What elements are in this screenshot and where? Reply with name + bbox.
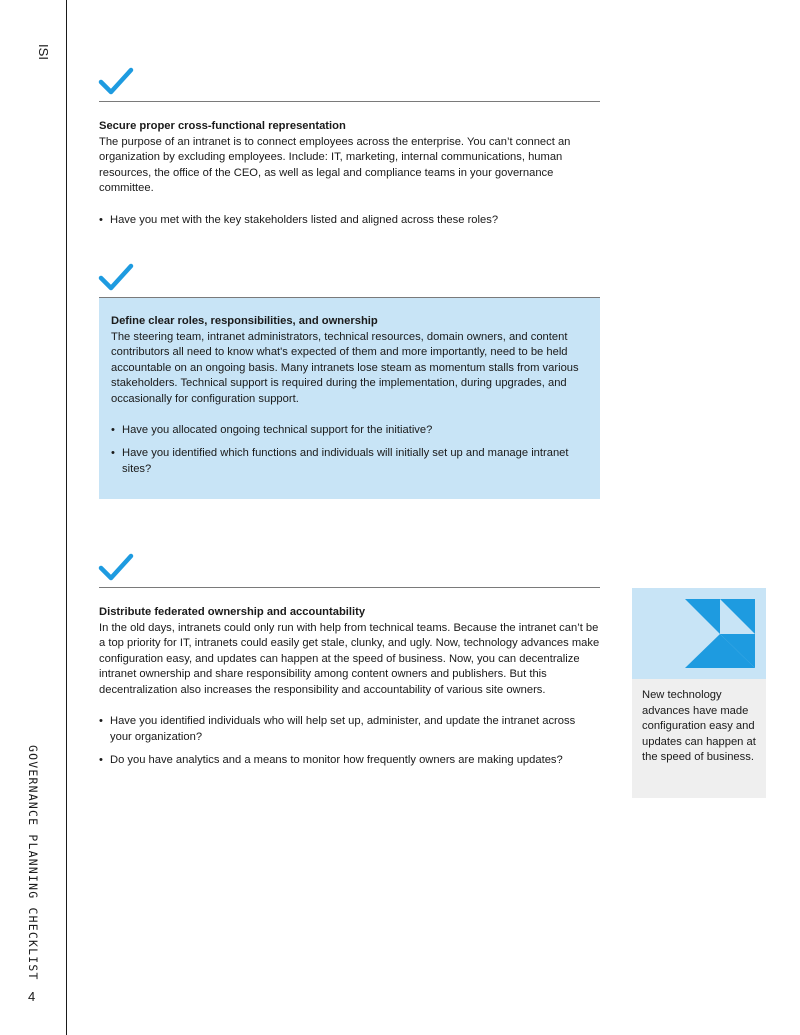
- section-body: The purpose of an intranet is to connect employees across the enterprise. You can’t connect an organization by excluding employees. Include: IT, marketing, internal communications, human resources, the office of the CEO, as well as legal and compliance teams in your governance committee.: [99, 135, 571, 194]
- question-item: • Have you allocated ongoing technical support for the initiative?: [111, 423, 588, 439]
- checkmark-icon: [99, 263, 133, 291]
- question-list: [99, 213, 600, 229]
- isi-logo: [22, 34, 51, 70]
- document-title-vertical: GOVERNANCE PLANNING CHECKLIST: [26, 745, 40, 981]
- page-number: 4: [28, 989, 36, 1004]
- svg-text:ISI: ISI: [36, 44, 51, 60]
- triangles-graphic: [632, 588, 766, 679]
- section-body: In the old days, intranets could only run with help from technical teams. Because the intranet can’t be a top priority for IT, intranets could easily get stale, clunky, and ugly. Now, technology advances make configuration easy, and updates can happen at the speed of business. Now, you can decentralize intranet ownership and share responsibility among content owners and publishers. But this decentralization also increases the responsibility and accountability of various site owners.: [99, 621, 600, 696]
- section-federated: [99, 587, 600, 776]
- question-item: • Do you have analytics and a means to monitor how frequently owners are making updates?: [99, 753, 600, 769]
- sidebar-rule: [66, 0, 67, 1035]
- callout-text: New technology advances have made configuration easy and updates can happen at the speed of business.: [632, 679, 766, 798]
- checkmark-icon: [99, 553, 133, 581]
- question-item: • Have you identified which functions and individuals will initially set up and manage intranet sites?: [111, 446, 588, 477]
- question-list: [111, 423, 588, 477]
- section-body: The steering team, intranet administrators, technical resources, domain owners, and content contributors all need to know what's expected of them and more importantly, need to be held accountable on an ongoing basis. Many intranets lose steam as momentum stalls from various stakeholders. Technical support is required during the implementation, during upgrades, and occasionally for configuration support.: [111, 330, 579, 405]
- section-roles: [99, 297, 600, 499]
- callout-graphic: [632, 588, 766, 679]
- section-heading: Define clear roles, responsibilities, and ownership: [111, 315, 378, 327]
- question-item: • Have you met with the key stakeholders listed and aligned across these roles?: [99, 213, 600, 229]
- highlight-box: [99, 298, 600, 499]
- section-heading: Secure proper cross-functional representation: [99, 120, 346, 132]
- section-heading: Distribute federated ownership and accountability: [99, 606, 366, 618]
- checkmark-icon: [99, 67, 133, 95]
- section-cross-functional: [99, 101, 600, 236]
- question-item: • Have you identified individuals who will help set up, administer, and update the intranet across your organization?: [99, 714, 600, 745]
- callout-card: [632, 588, 766, 798]
- question-list: [99, 714, 600, 768]
